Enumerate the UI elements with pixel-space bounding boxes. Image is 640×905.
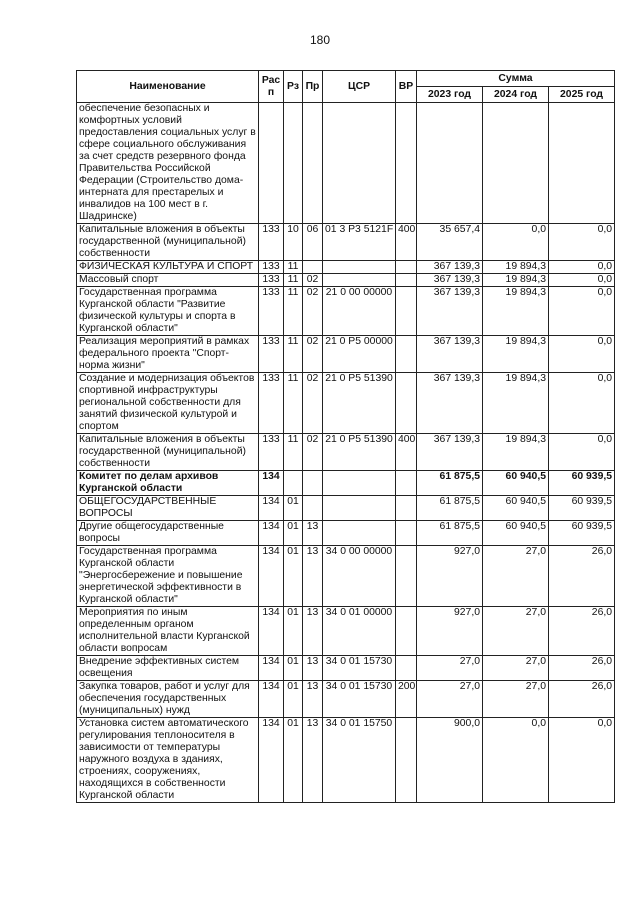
header-rz: Рз bbox=[284, 71, 303, 103]
row-vr bbox=[396, 496, 417, 521]
table-body bbox=[77, 103, 615, 803]
row-amount-2025: 0,0 bbox=[549, 718, 615, 803]
page-number: 180 bbox=[309, 33, 331, 47]
row-rasp: 134 bbox=[259, 656, 284, 681]
row-pr: 13 bbox=[303, 607, 323, 656]
row-rz: 11 bbox=[284, 434, 303, 471]
header-vr: ВР bbox=[396, 71, 417, 103]
table-row bbox=[77, 681, 615, 718]
table-row bbox=[77, 336, 615, 373]
table-row bbox=[77, 546, 615, 607]
table-row bbox=[77, 434, 615, 471]
row-csr: 34 0 01 15730 bbox=[323, 656, 396, 681]
row-amount-2023: 927,0 bbox=[417, 607, 483, 656]
row-vr bbox=[396, 607, 417, 656]
row-pr: 13 bbox=[303, 656, 323, 681]
row-vr bbox=[396, 274, 417, 287]
row-name: Закупка товаров, работ и услуг для обеспечения государственных (муниципальных) нужд bbox=[77, 681, 259, 718]
row-csr: 34 0 01 15730 bbox=[323, 681, 396, 718]
row-rz: 11 bbox=[284, 261, 303, 274]
row-amount-2023: 367 139,3 bbox=[417, 274, 483, 287]
table-row bbox=[77, 103, 615, 224]
header-summa: Сумма bbox=[417, 71, 615, 87]
row-amount-2023: 367 139,3 bbox=[417, 261, 483, 274]
row-rz: 01 bbox=[284, 521, 303, 546]
table-row bbox=[77, 496, 615, 521]
row-name: Комитет по делам архивов Курганской области bbox=[77, 471, 259, 496]
row-amount-2023: 367 139,3 bbox=[417, 434, 483, 471]
table-row bbox=[77, 718, 615, 803]
row-csr: 34 0 01 15750 bbox=[323, 718, 396, 803]
row-rasp: 134 bbox=[259, 471, 284, 496]
header-pr: Пр bbox=[303, 71, 323, 103]
row-rz: 11 bbox=[284, 373, 303, 434]
row-pr: 13 bbox=[303, 546, 323, 607]
row-rasp: 133 bbox=[259, 224, 284, 261]
row-pr: 13 bbox=[303, 681, 323, 718]
row-pr: 13 bbox=[303, 521, 323, 546]
row-rz: 11 bbox=[284, 274, 303, 287]
row-amount-2023: 367 139,3 bbox=[417, 336, 483, 373]
row-vr: 400 bbox=[396, 434, 417, 471]
row-pr: 02 bbox=[303, 274, 323, 287]
row-amount-2025: 60 939,5 bbox=[549, 471, 615, 496]
row-rasp: 134 bbox=[259, 496, 284, 521]
row-amount-2024: 27,0 bbox=[483, 546, 549, 607]
row-amount-2025: 0,0 bbox=[549, 336, 615, 373]
row-rasp bbox=[259, 103, 284, 224]
row-amount-2025: 0,0 bbox=[549, 224, 615, 261]
row-csr: 21 0 00 00000 bbox=[323, 287, 396, 336]
row-pr: 13 bbox=[303, 718, 323, 803]
row-name: Другие общегосударственные вопросы bbox=[77, 521, 259, 546]
row-amount-2024: 27,0 bbox=[483, 656, 549, 681]
row-amount-2024: 60 940,5 bbox=[483, 471, 549, 496]
row-rasp: 133 bbox=[259, 261, 284, 274]
header-csr: ЦСР bbox=[323, 71, 396, 103]
row-pr: 02 bbox=[303, 434, 323, 471]
table-row bbox=[77, 224, 615, 261]
row-amount-2023: 27,0 bbox=[417, 656, 483, 681]
table-row bbox=[77, 471, 615, 496]
row-amount-2025: 0,0 bbox=[549, 373, 615, 434]
row-amount-2024: 19 894,3 bbox=[483, 434, 549, 471]
row-amount-2023: 367 139,3 bbox=[417, 373, 483, 434]
row-vr bbox=[396, 103, 417, 224]
row-name: Мероприятия по иным определенным органом исполнительной власти Курганской области вопросам bbox=[77, 607, 259, 656]
row-amount-2025: 0,0 bbox=[549, 274, 615, 287]
row-pr bbox=[303, 261, 323, 274]
table-row bbox=[77, 521, 615, 546]
row-name: Капитальные вложения в объекты государственной (муниципальной) собственности bbox=[77, 434, 259, 471]
header-rasp: Рас п bbox=[259, 71, 284, 103]
row-vr bbox=[396, 718, 417, 803]
row-amount-2025: 26,0 bbox=[549, 607, 615, 656]
row-rz: 01 bbox=[284, 718, 303, 803]
row-rz bbox=[284, 103, 303, 224]
row-amount-2025: 0,0 bbox=[549, 261, 615, 274]
row-amount-2024: 19 894,3 bbox=[483, 336, 549, 373]
table-row bbox=[77, 287, 615, 336]
row-rasp: 133 bbox=[259, 287, 284, 336]
row-rz bbox=[284, 471, 303, 496]
row-rasp: 134 bbox=[259, 521, 284, 546]
row-rz: 01 bbox=[284, 607, 303, 656]
row-pr: 02 bbox=[303, 287, 323, 336]
row-rasp: 133 bbox=[259, 373, 284, 434]
row-pr: 02 bbox=[303, 373, 323, 434]
row-amount-2023: 367 139,3 bbox=[417, 287, 483, 336]
row-name: Массовый спорт bbox=[77, 274, 259, 287]
row-amount-2024: 0,0 bbox=[483, 718, 549, 803]
row-amount-2023: 900,0 bbox=[417, 718, 483, 803]
row-vr bbox=[396, 287, 417, 336]
row-pr: 06 bbox=[303, 224, 323, 261]
row-amount-2025: 26,0 bbox=[549, 681, 615, 718]
row-csr bbox=[323, 496, 396, 521]
header-2024: 2024 год bbox=[483, 87, 549, 103]
row-amount-2024: 27,0 bbox=[483, 607, 549, 656]
row-csr bbox=[323, 103, 396, 224]
row-amount-2024: 0,0 bbox=[483, 224, 549, 261]
row-vr bbox=[396, 336, 417, 373]
row-name: Государственная программа Курганской области "Энергосбережение и повышение энергетической эффективности в Курганской области" bbox=[77, 546, 259, 607]
row-amount-2025: 26,0 bbox=[549, 546, 615, 607]
row-rasp: 134 bbox=[259, 681, 284, 718]
row-name: Государственная программа Курганской области "Развитие физической культуры и спорта в Курганской области" bbox=[77, 287, 259, 336]
row-csr: 01 3 Р3 5121F bbox=[323, 224, 396, 261]
row-amount-2023 bbox=[417, 103, 483, 224]
header-name: Наименование bbox=[77, 71, 259, 103]
row-vr: 400 bbox=[396, 224, 417, 261]
row-vr bbox=[396, 656, 417, 681]
table-row bbox=[77, 607, 615, 656]
row-csr bbox=[323, 274, 396, 287]
row-amount-2023: 35 657,4 bbox=[417, 224, 483, 261]
row-rasp: 133 bbox=[259, 274, 284, 287]
table-row bbox=[77, 274, 615, 287]
row-name: Внедрение эффективных систем освещения bbox=[77, 656, 259, 681]
row-rasp: 134 bbox=[259, 607, 284, 656]
table-row bbox=[77, 656, 615, 681]
row-rasp: 133 bbox=[259, 336, 284, 373]
row-rz: 11 bbox=[284, 287, 303, 336]
row-name: Установка систем автоматического регулирования теплоносителя в зависимости от температуры наружного воздуха в зданиях, строениях, сооружениях, находящихся в собственности Курганской области bbox=[77, 718, 259, 803]
row-amount-2025: 0,0 bbox=[549, 287, 615, 336]
row-vr: 200 bbox=[396, 681, 417, 718]
row-rasp: 134 bbox=[259, 718, 284, 803]
row-name: ОБЩЕГОСУДАРСТВЕННЫЕ ВОПРОСЫ bbox=[77, 496, 259, 521]
row-amount-2023: 27,0 bbox=[417, 681, 483, 718]
row-amount-2024: 19 894,3 bbox=[483, 274, 549, 287]
row-pr bbox=[303, 496, 323, 521]
table-row bbox=[77, 373, 615, 434]
row-name: Реализация мероприятий в рамках федерального проекта "Спорт-норма жизни" bbox=[77, 336, 259, 373]
row-pr: 02 bbox=[303, 336, 323, 373]
row-amount-2024: 19 894,3 bbox=[483, 373, 549, 434]
row-vr bbox=[396, 261, 417, 274]
row-name: Капитальные вложения в объекты государственной (муниципальной) собственности bbox=[77, 224, 259, 261]
row-amount-2024 bbox=[483, 103, 549, 224]
row-amount-2025: 60 939,5 bbox=[549, 521, 615, 546]
row-name: Создание и модернизация объектов спортивной инфраструктуры региональной собственности для занятий физической культурой и спортом bbox=[77, 373, 259, 434]
row-vr bbox=[396, 546, 417, 607]
row-csr bbox=[323, 471, 396, 496]
row-csr: 21 0 Р5 00000 bbox=[323, 336, 396, 373]
row-rasp: 134 bbox=[259, 546, 284, 607]
row-name: обеспечение безопасных и комфортных условий предоставления социальных услуг в сфере социального обслуживания за счет средств резервного фонда Правительства Российской Федерации (Строительство дома-интерната для престарелых и инвалидов на 100 мест в г. Шадринске) bbox=[77, 103, 259, 224]
row-amount-2023: 61 875,5 bbox=[417, 521, 483, 546]
row-name: ФИЗИЧЕСКАЯ КУЛЬТУРА И СПОРТ bbox=[77, 261, 259, 274]
row-amount-2024: 19 894,3 bbox=[483, 261, 549, 274]
budget-table bbox=[76, 70, 615, 803]
row-rz: 10 bbox=[284, 224, 303, 261]
row-rz: 01 bbox=[284, 496, 303, 521]
row-amount-2024: 19 894,3 bbox=[483, 287, 549, 336]
row-amount-2024: 27,0 bbox=[483, 681, 549, 718]
row-csr: 21 0 Р5 51390 bbox=[323, 434, 396, 471]
row-csr: 34 0 01 00000 bbox=[323, 607, 396, 656]
row-vr bbox=[396, 471, 417, 496]
row-rz: 01 bbox=[284, 681, 303, 718]
row-rz: 11 bbox=[284, 336, 303, 373]
row-rz: 01 bbox=[284, 546, 303, 607]
row-amount-2025: 60 939,5 bbox=[549, 496, 615, 521]
row-vr bbox=[396, 373, 417, 434]
row-csr: 34 0 00 00000 bbox=[323, 546, 396, 607]
header-2023: 2023 год bbox=[417, 87, 483, 103]
header-2025: 2025 год bbox=[549, 87, 615, 103]
row-amount-2024: 60 940,5 bbox=[483, 496, 549, 521]
row-pr bbox=[303, 103, 323, 224]
row-amount-2025: 0,0 bbox=[549, 434, 615, 471]
row-pr bbox=[303, 471, 323, 496]
row-amount-2023: 927,0 bbox=[417, 546, 483, 607]
row-amount-2025 bbox=[549, 103, 615, 224]
row-amount-2024: 60 940,5 bbox=[483, 521, 549, 546]
row-csr bbox=[323, 521, 396, 546]
row-rz: 01 bbox=[284, 656, 303, 681]
row-rasp: 133 bbox=[259, 434, 284, 471]
row-vr bbox=[396, 521, 417, 546]
row-amount-2023: 61 875,5 bbox=[417, 471, 483, 496]
row-csr: 21 0 Р5 51390 bbox=[323, 373, 396, 434]
table-row bbox=[77, 261, 615, 274]
row-amount-2025: 26,0 bbox=[549, 656, 615, 681]
row-csr bbox=[323, 261, 396, 274]
row-amount-2023: 61 875,5 bbox=[417, 496, 483, 521]
